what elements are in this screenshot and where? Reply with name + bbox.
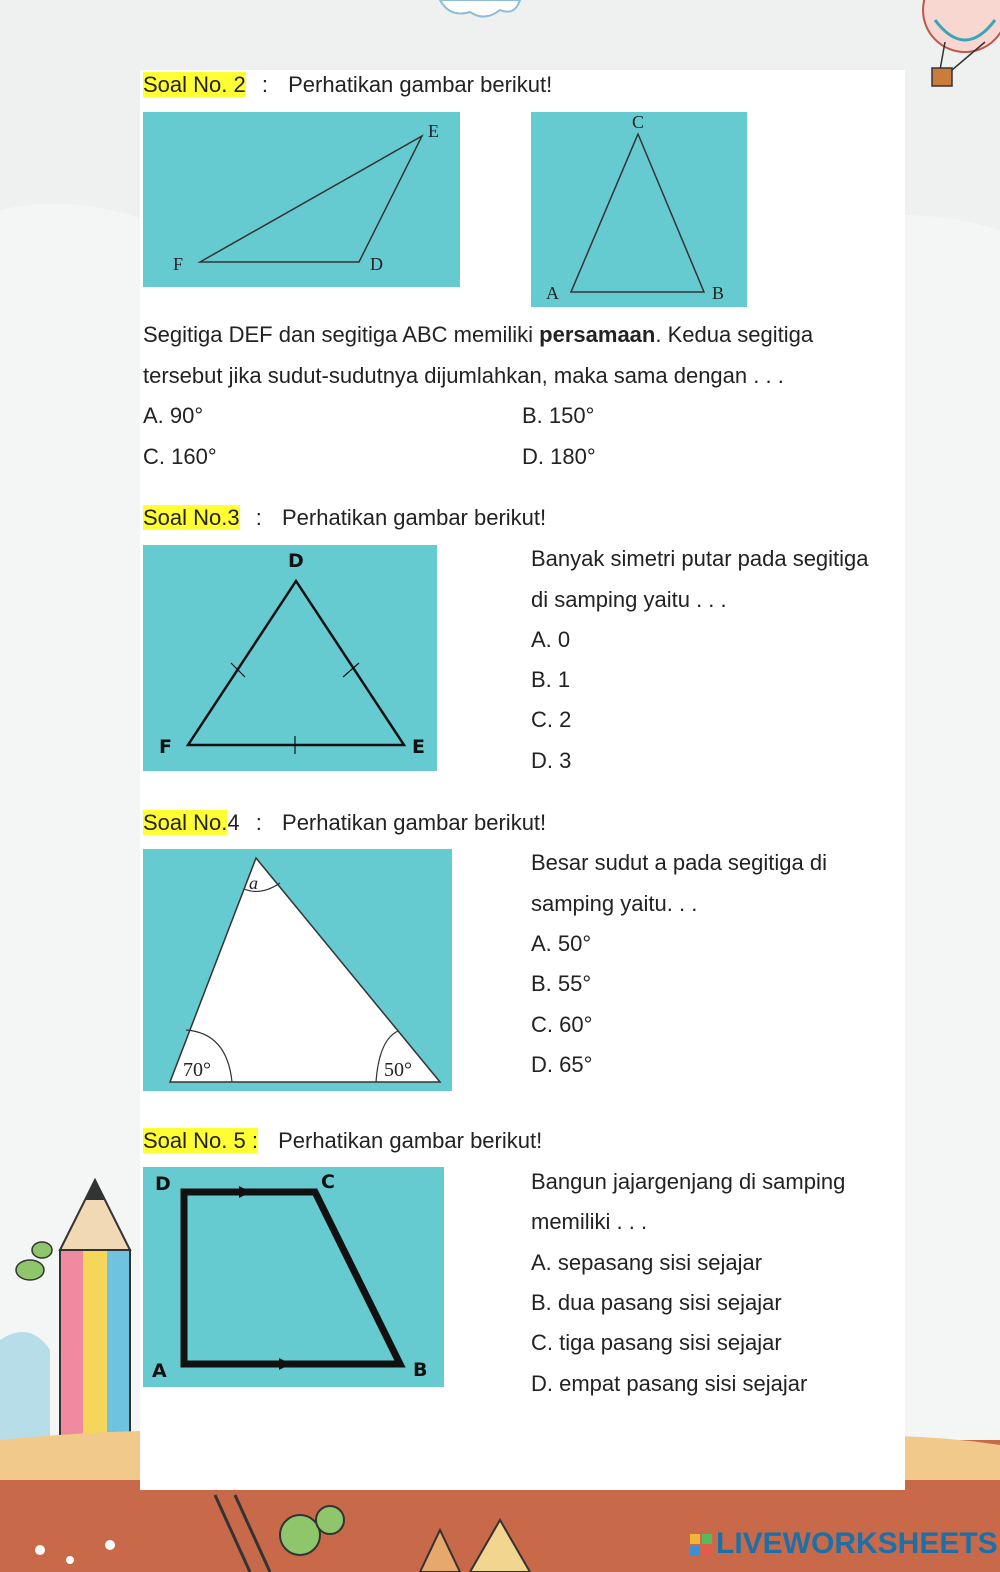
q4-option-b[interactable]: B. 55°: [531, 971, 592, 996]
q5-figure-trapezoid: [143, 1167, 444, 1387]
q2-fig2-label-c: C: [632, 112, 645, 132]
q5-fig-label-a: A: [152, 1360, 167, 1382]
q2-line1-start: Segitiga DEF dan segitiga ABC memiliki: [143, 322, 540, 347]
q2-question-line2: tersebut jika sudut-sudutnya dijumlahkan, maka sama dengan . . .: [143, 363, 784, 388]
q3-question-line1: Banyak simetri putar pada segitiga: [531, 546, 869, 571]
q3-option-b[interactable]: B. 1: [531, 667, 571, 692]
q2-label: Soal No. 2: [143, 72, 246, 97]
q3-fig-label-d: D: [288, 550, 304, 572]
q4-option-a[interactable]: A. 50°: [531, 931, 592, 956]
q2-instruction: Perhatikan gambar berikut!: [288, 72, 553, 97]
triangle-abc-shape: [571, 134, 704, 292]
triangle-angles-shape: [170, 858, 440, 1082]
q4-label-number: 4: [227, 810, 240, 835]
q2-fig2-label-b: B: [712, 283, 725, 303]
q5-option-d[interactable]: D. empat pasang sisi sejajar: [531, 1371, 808, 1396]
q5-question-line2: memiliki . . .: [531, 1209, 648, 1234]
q3-header: [143, 505, 546, 531]
q5-instruction: Perhatikan gambar berikut!: [278, 1128, 543, 1153]
q2-fig1-label-f: F: [173, 254, 184, 274]
q2-fig1-label-e: E: [428, 121, 439, 141]
q4-instruction: Perhatikan gambar berikut!: [282, 810, 547, 835]
q3-instruction: Perhatikan gambar berikut!: [282, 505, 547, 530]
liveworksheets-logo-text[interactable]: LIVEWORKSHEETS: [716, 1527, 998, 1560]
q4-figure-triangle: [143, 849, 452, 1091]
q3-fig-label-f: F: [159, 736, 172, 758]
q3-fig-label-e: E: [412, 736, 425, 758]
q5-fig-label-d: D: [155, 1173, 171, 1195]
trapezoid-shape: [184, 1192, 400, 1364]
q2-figure-triangle-def: [143, 112, 460, 287]
q5-question-line1: Bangun jajargenjang di samping: [531, 1169, 846, 1194]
q2-header: [143, 72, 552, 98]
q2-fig1-label-d: D: [370, 254, 383, 274]
parallel-arrow-top: [239, 1186, 251, 1198]
q4-fig-label-a: a: [249, 873, 258, 893]
triangle-def-shape: [200, 136, 422, 262]
q4-question-line1: Besar sudut a pada segitiga di: [531, 850, 827, 875]
q2-option-a[interactable]: A. 90°: [143, 403, 204, 428]
q4-header: [143, 810, 546, 836]
q3-figure-triangle: [143, 545, 437, 771]
q4-fig-angle-right: 50°: [384, 1059, 412, 1081]
q5-fig-label-b: B: [413, 1359, 428, 1381]
q5-fig-label-c: C: [321, 1171, 335, 1193]
q4-separator: :: [255, 810, 262, 835]
liveworksheets-logo-icon: [690, 1534, 712, 1556]
q2-question-line1: [143, 322, 813, 348]
q4-label: Soal No.: [143, 810, 228, 835]
q3-label: Soal No.3: [143, 505, 240, 530]
q2-option-b[interactable]: B. 150°: [522, 403, 595, 428]
q5-label: Soal No. 5 :: [143, 1128, 258, 1153]
q2-fig2-label-a: A: [546, 283, 559, 303]
q5-option-b[interactable]: B. dua pasang sisi sejajar: [531, 1290, 782, 1315]
q2-line1-end: . Kedua segitiga: [655, 322, 814, 347]
q2-figure-triangle-abc: [531, 112, 747, 307]
q3-option-d[interactable]: D. 3: [531, 748, 572, 773]
q2-line1-bold: persamaan: [539, 322, 656, 347]
q4-option-c[interactable]: C. 60°: [531, 1012, 593, 1037]
triangle-equilateral-shape: [188, 581, 404, 745]
parallel-arrow-bottom: [279, 1358, 291, 1370]
q2-separator: :: [261, 72, 268, 97]
q3-option-a[interactable]: A. 0: [531, 627, 571, 652]
q5-header: [143, 1128, 542, 1154]
q3-separator: :: [255, 505, 262, 530]
q4-option-d[interactable]: D. 65°: [531, 1052, 593, 1077]
q2-option-d[interactable]: D. 180°: [522, 444, 596, 469]
q5-option-c[interactable]: C. tiga pasang sisi sejajar: [531, 1330, 782, 1355]
q5-option-a[interactable]: A. sepasang sisi sejajar: [531, 1250, 763, 1275]
q3-question-line2: di samping yaitu . . .: [531, 587, 727, 612]
q4-question-line2: samping yaitu. . .: [531, 891, 698, 916]
q2-option-c[interactable]: C. 160°: [143, 444, 217, 469]
q4-fig-angle-left: 70°: [183, 1059, 211, 1081]
q3-option-c[interactable]: C. 2: [531, 707, 572, 732]
